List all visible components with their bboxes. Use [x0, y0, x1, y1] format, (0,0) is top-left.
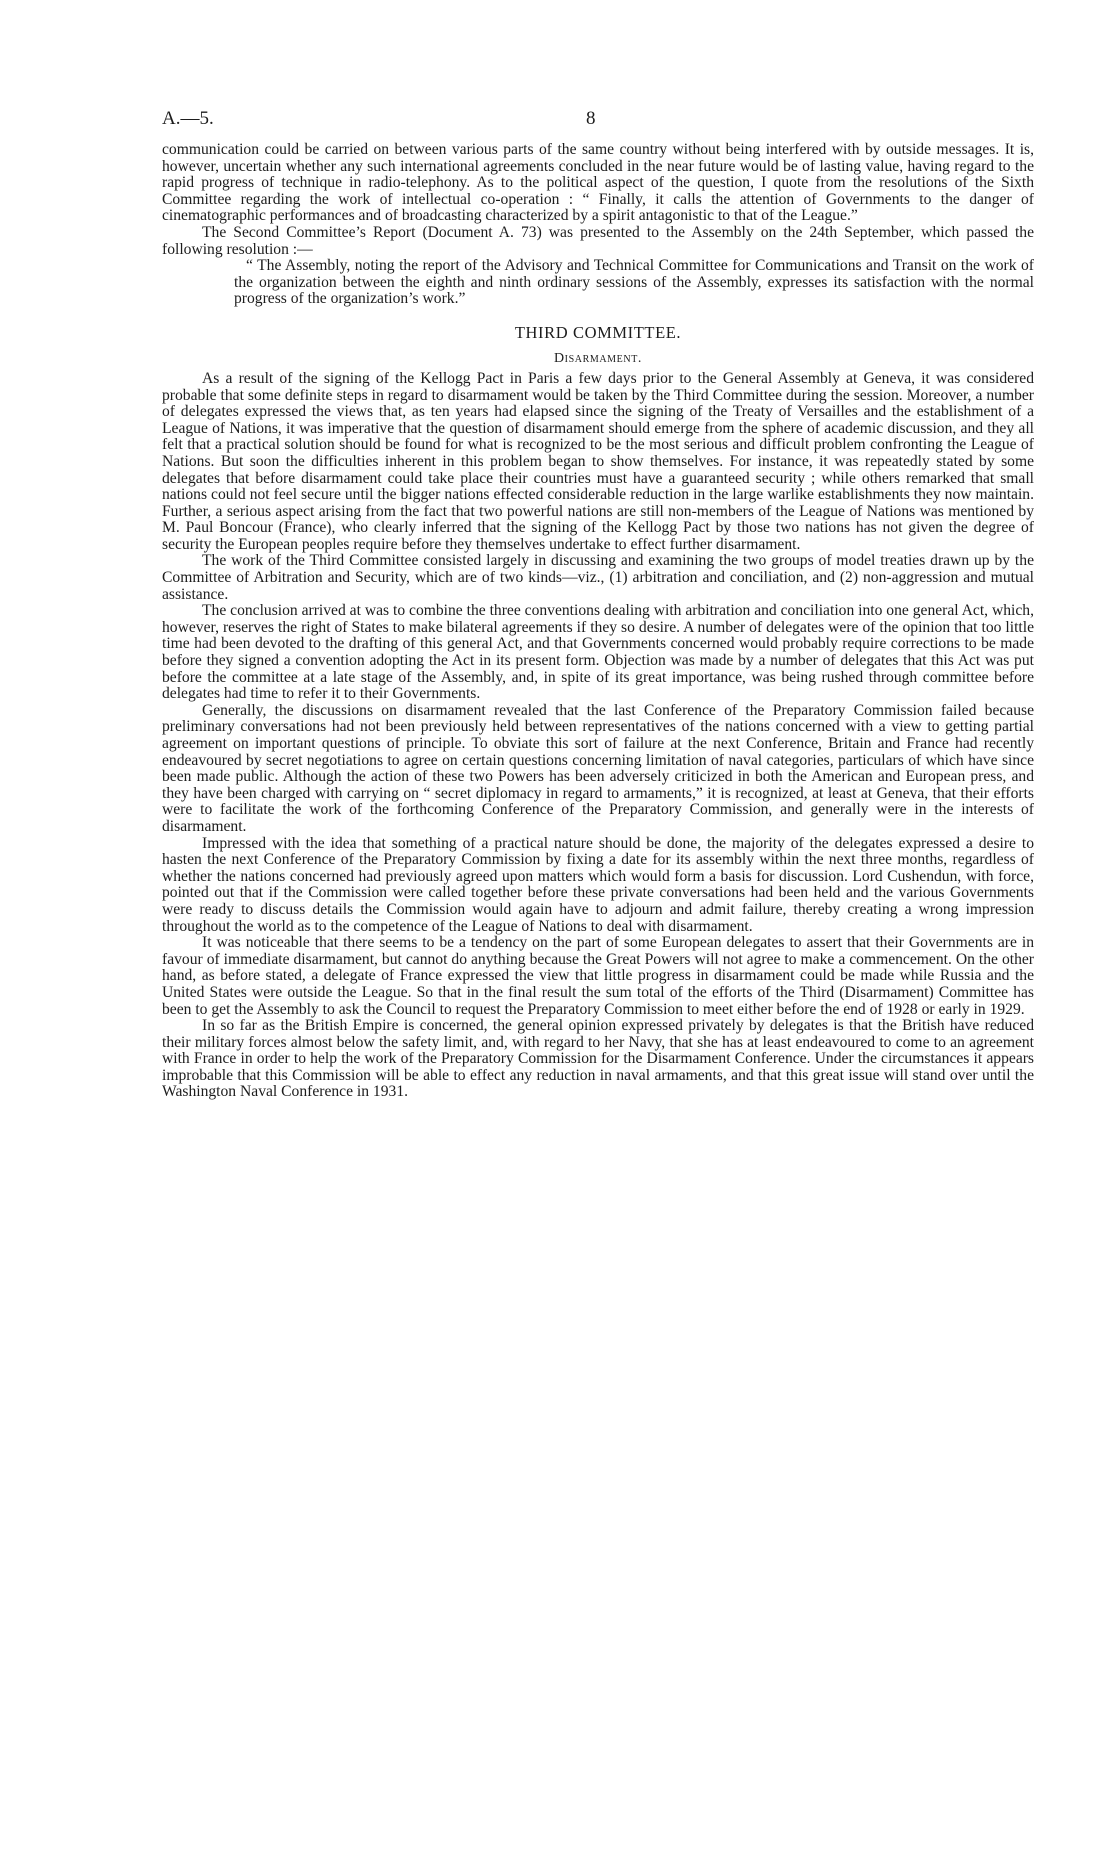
page-header	[162, 108, 1034, 142]
body-paragraph: The work of the Third Committee consisted largely in discussing and examining the two groups of model treaties drawn up by the Committee of Arbitration and Security, which are of two kinds—viz., (1) arbitration and conciliation, and (2) non-aggression and mutual assistance.	[162, 552, 1034, 603]
body-paragraph: The conclusion arrived at was to combine the three conventions dealing with arbitration and conciliation into one general Act, which, however, reserves the right of States to make bilateral agreements if they so desire. A number of delegates were of the opinion that too little time had been devoted to the drafting of this general Act, and that Governments concerned would probably require corrections to be made before they signed a convention adopting the Act in its present form. Objection was made by a number of delegates that this Act was put before the committee at a late stage of the Assembly, and, in spite of its great importance, was being rushed through committee before delegates had time to refer it to their Governments.	[162, 602, 1034, 703]
section-subtitle: Disarmament.	[553, 350, 643, 366]
body-paragraph: Impressed with the idea that something of a practical nature should be done, the majority of the delegates expressed a desire to hasten the next Conference of the Preparatory Commission by fixing a date for its assembly within the next three months, regardless of whether the nations concerned had previously agreed upon matters which would form a basis for discussion. Lord Cushendun, with force, pointed out that if the Commission were called together before these private conversations had been held and the various Governments were ready to discuss details the Commission would again have to adjourn and admit failure, thereby creating a wrong impression throughout the world as to the competence of the League of Nations to deal with disarmament.	[162, 834, 1034, 935]
document-reference: A.—5.	[162, 108, 214, 129]
body-paragraph: In so far as the British Empire is concerned, the general opinion expressed privately by delegates is that the British have reduced their military forces almost below the safety limit, and, with regard to her Navy, that she has at least endeavoured to come to an agreement with France in order to help the work of the Preparatory Commission for the Disarmament Conference. Under the circumstances it appears improbable that this Commission will be able to effect any reduction in naval armaments, and that this great issue will stand over until the Washington Naval Conference in 1931.	[162, 1017, 1034, 1101]
report-paragraph: The Second Committee’s Report (Document A. 73) was presented to the Assembly on the 24th September, which passed the following resolution :—	[162, 223, 1034, 258]
body-paragraph: It was noticeable that there seems to be a tendency on the part of some European delegates to assert that their Governments are in favour of immediate disarmament, but cannot do anything because the Great Powers will not agree to make a commencement. On the other hand, as before stated, a delegate of France expressed the view that little progress in disarmament could be made while Russia and the United States were outside the League. So that in the final result the sum total of the efforts of the Third (Disarmament) Committee has been to get the Assembly to ask the Council to request the Preparatory Commission to meet either before the end of 1928 or early in 1929.	[162, 934, 1034, 1018]
body-paragraph: Generally, the discussions on disarmament revealed that the last Conference of the Preparatory Commission failed because preliminary conversations had not been previously held between representatives of the nations concerned with a view to getting partial agreement on important questions of principle. To obviate this sort of failure at the next Conference, Britain and France had recently endeavoured by secret negotiations to agree on certain questions concerning limitation of naval categories, particulars of which have since been made public. Although the action of these two Powers has been adversely criticized in both the American and European press, and they have been charged with carrying on “ secret diplomacy in regard to armaments,” it is recognized, at least at Geneva, that their efforts were to facilitate the work of the forthcoming Conference of the Preparatory Commission, and generally were in the interests of disarmament.	[162, 701, 1034, 835]
page-number: 8	[586, 108, 596, 129]
assembly-resolution-quote: “ The Assembly, noting the report of the Advisory and Technical Committee for Communications and Transit on the work of the organization between the eighth and ninth ordinary sessions of the Assembly, expresses its satisfaction with the normal progress of the organization’s work.”	[234, 257, 1034, 308]
section-title: THIRD COMMITTEE.	[514, 322, 682, 342]
body-paragraph: As a result of the signing of the Kellogg Pact in Paris a few days prior to the General Assembly at Geneva, it was considered probable that some definite steps in regard to disarmament would be taken by the Third Committee during the session. Moreover, a number of delegates expressed the views that, as ten years had elapsed since the signing of the Treaty of Versailles and the establishment of a League of Nations, it was imperative that the question of disarmament should emerge from the sphere of academic discussion, and they all felt that a practical solution should be found for what is recognized to be the most serious and difficult problem confronting the League of Nations. But soon the difficulties inherent in this problem began to show themselves. For instance, it was repeatedly stated by some delegates that before disarmament could take place their countries must have a guaranteed security ; while others remarked that small nations could not feel secure until the bigger nations effected considerable reduction in the large warlike establishments they now maintain. Further, a serious aspect arising from the fact that two powerful nations are still non-members of the League of Nations was mentioned by M. Paul Boncour (France), who clearly inferred that the signing of the Kellogg Pact by those two nations has not given the degree of security the European peoples require before they themselves undertake to effect further disarmament.	[162, 369, 1034, 553]
continuation-paragraph: communication could be carried on between various parts of the same country without being interfered with by outside messages. It is, however, uncertain whether any such international agreements concluded in the near future would be of lasting value, having regard to the rapid progress of technique in radio-telephony. As to the political aspect of the question, I quote from the resolutions of the Sixth Committee regarding the work of intellectual co-operation : “ Finally, it calls the attention of Governments to the danger of cinematographic performances and of broadcasting characterized by a spirit antagonistic to that of the League.”	[162, 141, 1034, 225]
